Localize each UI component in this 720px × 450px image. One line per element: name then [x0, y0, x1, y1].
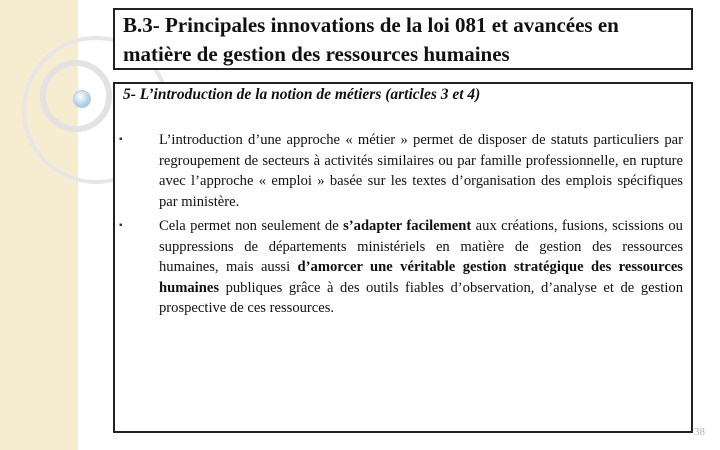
bullet-text-part: Cela permet non seulement de — [159, 218, 344, 234]
page-number: 38 — [694, 426, 705, 438]
bullet-text-part: publiques grâce à des outils fiables d’observation, d’analyse et de gestion prospective de ces ressources. — [159, 279, 683, 316]
bullet-emphasis: d’amorcer une véritable gestion stratégique des ressources humaines — [159, 259, 683, 296]
content-box — [113, 82, 693, 433]
bullet-square-icon: ▪ — [119, 134, 123, 145]
slide-title: B.3- Principales innovations de la loi 081 et avancées en matière de gestion des ressources humaines — [123, 13, 619, 66]
bullet-list — [115, 130, 691, 323]
bullet-square-icon: ▪ — [119, 220, 123, 231]
bullet-item-1 — [119, 130, 683, 212]
bullet-emphasis: s’adapter facilement — [343, 218, 472, 234]
bullet-text: L’introduction d’une approche « métier » permet de disposer de statuts particuliers par regroupement de secteurs à activités similaires ou par famille professionnelle, en rupture avec l’approche « emploi » basée sur les textes d’organisation des emplois spécifiques par ministère. — [159, 132, 683, 210]
bullet-text-part: aux créations, fusions, scissions ou suppressions de départements ministériels en matière de gestion des ressources humaines, mais aussi — [159, 218, 683, 275]
section-subtitle: 5- L’introduction de la notion de métiers (articles 3 et 4) — [123, 86, 481, 103]
bullet-item-2 — [119, 216, 683, 319]
decorative-bubble-icon — [73, 90, 91, 108]
title-box — [113, 8, 693, 70]
